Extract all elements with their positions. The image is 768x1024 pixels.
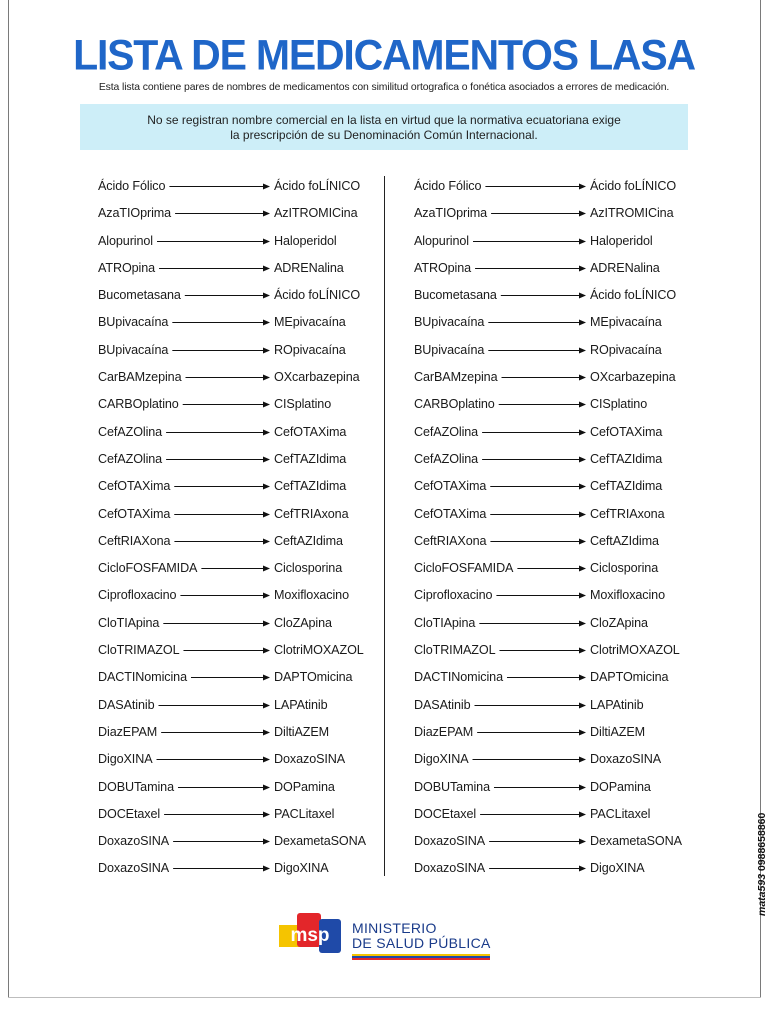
drug-name-a: Bucometasana <box>414 288 497 303</box>
drug-name-b: CefTAZIdima <box>590 451 663 466</box>
drug-name-a: ATROpina <box>414 260 472 275</box>
arrow-right-icon <box>414 500 714 527</box>
drug-name-b: ClotriMOXAZOL <box>274 643 364 658</box>
drug-name-b: AzITROMICina <box>590 206 674 221</box>
drug-name-b: ROpivacaína <box>274 342 346 357</box>
drug-name-a: CloTIApina <box>414 615 476 630</box>
drug-name-b: CloZApina <box>274 615 332 630</box>
drug-pair-row <box>414 554 714 581</box>
drug-name-b: CefTAZIdima <box>590 479 663 494</box>
drug-name-b: Ciclosporina <box>590 561 659 576</box>
drug-pair-row <box>98 827 398 854</box>
drug-name-b: DOPamina <box>590 779 651 794</box>
drug-name-b: ADRENalina <box>590 260 660 275</box>
arrow-right-icon <box>414 472 714 499</box>
arrow-right-icon <box>98 308 398 335</box>
drug-pairs-left-column <box>98 172 398 882</box>
drug-pair-row <box>98 745 398 772</box>
drug-name-a: CarBAMzepina <box>98 370 182 385</box>
drug-pair-row <box>98 390 398 417</box>
arrow-right-icon <box>98 773 398 800</box>
drug-name-a: CloTIApina <box>98 615 160 630</box>
drug-name-a: CefAZOlina <box>98 424 163 439</box>
drug-name-a: CloTRIMAZOL <box>414 643 496 658</box>
arrow-right-icon <box>98 854 398 881</box>
drug-pair-row <box>98 581 398 608</box>
drug-name-b: CefTAZIdima <box>274 479 347 494</box>
drug-pair-row <box>98 336 398 363</box>
drug-name-a: Ciprofloxacino <box>414 588 493 603</box>
drug-pair-row <box>98 718 398 745</box>
drug-name-a: DoxazoSINA <box>98 861 170 876</box>
drug-name-a: DoxazoSINA <box>98 834 170 849</box>
arrow-right-icon <box>98 800 398 827</box>
drug-name-a: CefOTAXima <box>98 479 171 494</box>
drug-name-b: LAPAtinib <box>590 697 644 712</box>
drug-pair-row <box>98 199 398 226</box>
drug-name-b: DexametaSONA <box>590 834 682 849</box>
drug-pair-row <box>414 472 714 499</box>
drug-name-a: DASAtinib <box>98 697 155 712</box>
arrow-right-icon <box>414 227 714 254</box>
drug-name-a: AzaTIOprima <box>414 206 488 221</box>
arrow-right-icon <box>98 554 398 581</box>
drug-pair-row <box>414 336 714 363</box>
drug-name-a: BUpivacaína <box>98 342 169 357</box>
drug-name-b: CloZApina <box>590 615 648 630</box>
drug-pair-row <box>414 609 714 636</box>
drug-pair-row <box>98 636 398 663</box>
arrow-right-icon <box>98 254 398 281</box>
drug-name-b: CefOTAXima <box>590 424 663 439</box>
drug-name-b: ROpivacaína <box>590 342 662 357</box>
drug-pair-row <box>414 636 714 663</box>
arrow-right-icon <box>98 663 398 690</box>
drug-name-a: Ácido Fólico <box>98 179 166 193</box>
drug-name-b: DexametaSONA <box>274 834 366 849</box>
drug-name-a: DigoXINA <box>414 752 469 767</box>
drug-pair-row <box>414 172 714 199</box>
arrow-right-icon <box>414 554 714 581</box>
ministry-line-2: DE SALUD PÚBLICA <box>352 935 491 951</box>
drug-name-b: DAPTOmicina <box>274 670 353 685</box>
drug-name-a: CicloFOSFAMIDA <box>414 561 514 576</box>
drug-pair-row <box>98 281 398 308</box>
drug-name-b: DAPTOmicina <box>590 670 669 685</box>
drug-name-b: Ciclosporina <box>274 561 343 576</box>
drug-name-b: CeftAZIdima <box>590 533 659 548</box>
arrow-right-icon <box>98 418 398 445</box>
arrow-right-icon <box>98 500 398 527</box>
drug-name-a: CloTRIMAZOL <box>98 643 180 658</box>
drug-name-a: CeftRIAXona <box>414 533 487 548</box>
arrow-right-icon <box>98 691 398 718</box>
drug-name-a: CARBOplatino <box>98 397 179 412</box>
arrow-right-icon <box>98 336 398 363</box>
drug-name-a: CARBOplatino <box>414 397 495 412</box>
drug-pair-row <box>98 418 398 445</box>
drug-name-b: PACLitaxel <box>274 806 335 821</box>
arrow-right-icon <box>98 745 398 772</box>
arrow-right-icon <box>414 745 714 772</box>
arrow-right-icon <box>414 609 714 636</box>
drug-name-b: CeftAZIdima <box>274 533 343 548</box>
drug-pair-row <box>98 854 398 881</box>
drug-name-a: DOBUTamina <box>414 779 490 794</box>
drug-name-b: Moxifloxacino <box>274 588 349 603</box>
drug-name-a: CefAZOlina <box>414 424 479 439</box>
drug-name-a: Alopurinol <box>98 233 154 248</box>
drug-name-a: DoxazoSINA <box>414 834 486 849</box>
arrow-right-icon <box>414 800 714 827</box>
drug-name-a: CicloFOSFAMIDA <box>98 561 198 576</box>
drug-pair-row <box>414 745 714 772</box>
drug-pair-row <box>414 227 714 254</box>
drug-name-b: OXcarbazepina <box>274 370 360 385</box>
drug-name-b: MEpivacaína <box>274 315 346 330</box>
drug-pair-row <box>414 390 714 417</box>
drug-pair-row <box>98 609 398 636</box>
drug-name-b: Ácido foLÍNICO <box>590 179 677 193</box>
drug-name-b: Haloperidol <box>274 233 337 248</box>
drug-name-a: DoxazoSINA <box>414 861 486 876</box>
notice-box <box>80 104 688 150</box>
drug-name-b: CefTAZIdima <box>274 451 347 466</box>
drug-name-a: DigoXINA <box>98 752 153 767</box>
arrow-right-icon <box>98 445 398 472</box>
drug-pair-row <box>414 199 714 226</box>
drug-name-b: DoxazoSINA <box>590 752 662 767</box>
drug-pair-row <box>414 581 714 608</box>
drug-name-a: DOCEtaxel <box>98 806 161 821</box>
drug-name-a: DACTINomicina <box>98 670 187 685</box>
drug-name-a: CefOTAXima <box>98 506 171 521</box>
arrow-right-icon <box>98 227 398 254</box>
drug-name-b: DoxazoSINA <box>274 752 346 767</box>
drug-name-b: DigoXINA <box>274 861 329 876</box>
arrow-right-icon <box>414 854 714 881</box>
page-title: LISTA DE MEDICAMENTOS LASA <box>73 30 695 80</box>
drug-pair-row <box>98 254 398 281</box>
arrow-right-icon <box>98 581 398 608</box>
drug-pair-row <box>98 308 398 335</box>
drug-name-a: BUpivacaína <box>414 315 485 330</box>
msp-logo <box>279 913 343 959</box>
drug-pair-row <box>414 773 714 800</box>
drug-name-a: DiazEPAM <box>414 724 474 739</box>
drug-pair-row <box>414 854 714 881</box>
vertical-brand: mata593 <box>756 873 768 916</box>
drug-name-a: DASAtinib <box>414 697 471 712</box>
drug-name-a: CefAZOlina <box>414 451 479 466</box>
drug-name-b: OXcarbazepina <box>590 370 676 385</box>
drug-pair-row <box>414 800 714 827</box>
drug-name-b: Ácido foLÍNICO <box>274 179 361 193</box>
arrow-right-icon <box>414 718 714 745</box>
drug-name-b: DiltiAZEM <box>590 724 646 739</box>
arrow-right-icon <box>414 773 714 800</box>
drug-pair-row <box>98 800 398 827</box>
drug-name-a: Ácido Fólico <box>414 179 482 193</box>
page-border-left <box>8 0 9 998</box>
drug-pair-row <box>414 445 714 472</box>
vertical-phone: 0988658860 <box>756 812 768 872</box>
drug-pair-row <box>414 254 714 281</box>
vertical-contact-text <box>756 813 768 916</box>
arrow-right-icon <box>414 254 714 281</box>
drug-name-b: DigoXINA <box>590 861 645 876</box>
drug-name-a: BUpivacaína <box>98 315 169 330</box>
drug-name-b: LAPAtinib <box>274 697 328 712</box>
drug-name-a: DACTINomicina <box>414 670 503 685</box>
drug-name-b: PACLitaxel <box>590 806 651 821</box>
drug-name-a: Alopurinol <box>414 233 470 248</box>
arrow-right-icon <box>98 472 398 499</box>
drug-pair-row <box>98 527 398 554</box>
drug-name-b: ClotriMOXAZOL <box>590 643 680 658</box>
drug-name-b: MEpivacaína <box>590 315 662 330</box>
arrow-right-icon <box>414 308 714 335</box>
drug-pair-row <box>98 172 398 199</box>
drug-name-b: Ácido foLÍNICO <box>590 288 677 303</box>
drug-pair-row <box>414 663 714 690</box>
page-border-bottom <box>8 997 761 998</box>
drug-pair-row <box>98 691 398 718</box>
arrow-right-icon <box>414 581 714 608</box>
drug-pair-row <box>98 472 398 499</box>
drug-name-b: CefTRIAxona <box>590 506 665 521</box>
drug-pair-row <box>414 827 714 854</box>
drug-name-a: DiazEPAM <box>98 724 158 739</box>
arrow-right-icon <box>98 527 398 554</box>
drug-pair-row <box>414 363 714 390</box>
arrow-right-icon <box>414 527 714 554</box>
drug-name-b: AzITROMICina <box>274 206 358 221</box>
drug-name-a: DOCEtaxel <box>414 806 477 821</box>
drug-name-b: DiltiAZEM <box>274 724 330 739</box>
drug-name-a: Bucometasana <box>98 288 181 303</box>
drug-pairs-right-column <box>414 172 714 882</box>
drug-name-a: ATROpina <box>98 260 156 275</box>
drug-name-b: CISplatino <box>274 397 332 412</box>
page-subtitle: Esta lista contiene pares de nombres de medicamentos con similitud ortografica o fonética asociados a errores de medicación. <box>98 82 670 93</box>
arrow-right-icon <box>414 390 714 417</box>
drug-name-b: CefOTAXima <box>274 424 347 439</box>
drug-pair-row <box>98 554 398 581</box>
arrow-right-icon <box>414 445 714 472</box>
arrow-right-icon <box>414 691 714 718</box>
ministry-line-1: MINISTERIO <box>352 920 437 936</box>
logo-text: msp <box>290 925 330 946</box>
drug-pair-row <box>98 445 398 472</box>
ecuador-flag-stripe <box>352 954 490 960</box>
ministry-name <box>352 921 491 951</box>
drug-pair-row <box>98 500 398 527</box>
notice-line-1: No se registran nombre comercial en la lista en virtud que la normativa ecuatoriana exige <box>147 113 621 127</box>
drug-name-a: DOBUTamina <box>98 779 174 794</box>
drug-pair-row <box>414 718 714 745</box>
drug-name-b: Moxifloxacino <box>590 588 665 603</box>
drug-pair-row <box>414 527 714 554</box>
drug-pair-row <box>414 691 714 718</box>
drug-pair-row <box>414 418 714 445</box>
drug-pair-row <box>414 281 714 308</box>
drug-pair-row <box>98 363 398 390</box>
arrow-right-icon <box>414 336 714 363</box>
drug-pair-row <box>98 773 398 800</box>
drug-name-b: Ácido foLÍNICO <box>274 288 361 303</box>
drug-name-b: CISplatino <box>590 397 648 412</box>
drug-name-a: CeftRIAXona <box>98 533 171 548</box>
drug-name-a: AzaTIOprima <box>98 206 172 221</box>
drug-name-a: CefOTAXima <box>414 506 487 521</box>
arrow-right-icon <box>98 390 398 417</box>
arrow-right-icon <box>98 718 398 745</box>
drug-name-a: CarBAMzepina <box>414 370 498 385</box>
notice-line-2: la prescripción de su Denominación Común Internacional. <box>230 128 538 142</box>
drug-pair-row <box>98 227 398 254</box>
drug-pair-row <box>414 500 714 527</box>
drug-name-b: Haloperidol <box>590 233 653 248</box>
drug-pair-row <box>98 663 398 690</box>
drug-name-b: ADRENalina <box>274 260 344 275</box>
drug-name-a: CefOTAXima <box>414 479 487 494</box>
drug-name-b: CefTRIAxona <box>274 506 349 521</box>
drug-name-a: Ciprofloxacino <box>98 588 177 603</box>
arrow-right-icon <box>414 663 714 690</box>
drug-name-b: DOPamina <box>274 779 335 794</box>
drug-pair-row <box>414 308 714 335</box>
arrow-right-icon <box>98 609 398 636</box>
arrow-right-icon <box>414 418 714 445</box>
drug-name-a: CefAZOlina <box>98 451 163 466</box>
drug-name-a: BUpivacaína <box>414 342 485 357</box>
